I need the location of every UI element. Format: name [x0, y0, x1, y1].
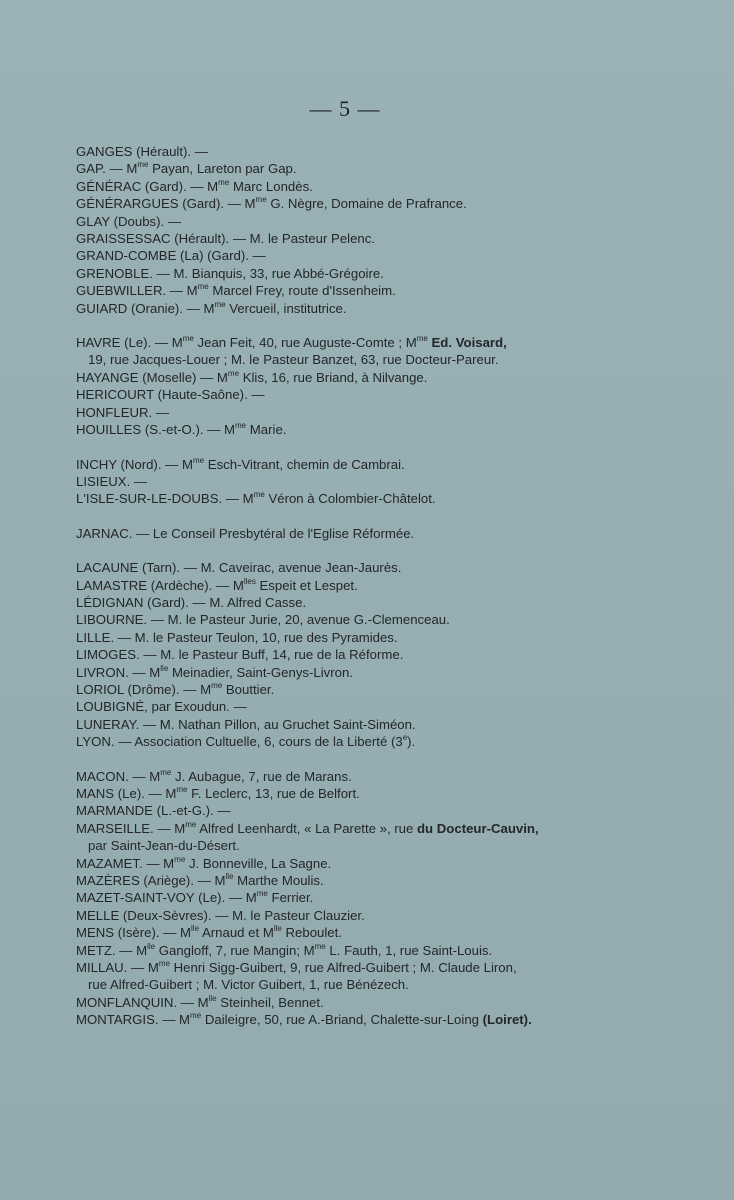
list-item: MAZÈRES (Ariège). — $M^{lle}$ Marthe Moulis. [76, 872, 324, 889]
list-item: HAYANGE (Moselle) — $M^{me}$ Klis, 16, rue Briand, à Nilvange. [76, 368, 428, 385]
letter-group [76, 143, 636, 317]
list-item: LIMOGES. — M. le Pasteur Buff, 14, rue de la Réforme. [76, 647, 404, 663]
list-item: L'ISLE-SUR-LE-DOUBS. — $M^{me}$ Véron à Colombier-Châtelot. [76, 490, 436, 507]
list-item: LILLE. — M. le Pasteur Teulon, 10, rue des Pyramides. [76, 629, 398, 645]
list-item: HERICOURT (Haute-Saône). — [76, 387, 265, 403]
list-item: MELLE (Deux-Sèvres). — M. le Pasteur Clauzier. [76, 907, 365, 923]
list-item: HAVRE (Le). — $M^{me}$ Jean Feit, 40, rue Auguste-Comte ; $M^{me}$ Ed. Voisard, 19, rue Jacques-Louer ; M. le Pasteur Banzet, 63, rue Docteur-Pareur. [76, 334, 507, 368]
list-item: MARSEILLE. — $M^{me}$ Alfred Leenhardt, « La Parette », rue du Docteur-Cauvin, par Saint-Jean-du-Désert. [76, 819, 539, 854]
list-item: GUEBWILLER. — $M^{me}$ Marcel Frey, route d'Issenheim. [76, 282, 396, 299]
list-item: MONFLANQUIN. — $M^{lle}$ Steinheil, Bennet. [76, 993, 324, 1010]
list-item: GRAND-COMBE (La) (Gard). — [76, 248, 266, 264]
list-item: HONFLEUR. — [76, 404, 170, 420]
list-item: MAZAMET. — $M^{me}$ J. Bonneville, La Sagne. [76, 854, 332, 871]
list-item: LORIOL (Drôme). — $M^{me}$ Bouttier. [76, 680, 275, 697]
list-item: MILLAU. — $M^{me}$ Henri Sigg-Guibert, 9, rue Alfred-Guibert ; M. Claude Liron, rue Alfred-Guibert ; M. Victor Guibert, 1, rue Bénézech. [76, 959, 517, 993]
list-item: GAP. — $M^{me}$ Payan, Lareton par Gap. [76, 160, 297, 177]
list-item: MANS (Le). — $M^{me}$ F. Leclerc, 13, rue de Belfort. [76, 785, 360, 801]
list-item: GÉNÉRARGUES (Gard). — $M^{me}$ G. Nègre, Domaine de Prafrance. [76, 195, 467, 212]
list-item: MARMANDE (L.-et-G.). — [76, 803, 231, 819]
list-item: LISIEUX. — [76, 473, 148, 489]
list-item: MONTARGIS. — $M^{me}$ Daileigre, 50, rue A.-Briand, Chalette-sur-Loing (Loiret). [76, 1011, 532, 1028]
list-item: LACAUNE (Tarn). — M. Caveirac, avenue Jean-Jaurès. [76, 560, 402, 576]
list-item: LÉDIGNAN (Gard). — M. Alfred Casse. [76, 594, 307, 610]
list-item: GÉNÉRAC (Gard). — $M^{me}$ Marc Londès. [76, 177, 313, 194]
letter-group [76, 768, 636, 1029]
list-item: GRAISSESSAC (Hérault). — M. le Pasteur Pelenc. [76, 231, 376, 247]
list-item: GANGES (Hérault). — [76, 144, 208, 159]
list-item: LIBOURNE. — M. le Pasteur Jurie, 20, avenue G.-Clemenceau. [76, 612, 450, 628]
list-item: GLAY (Doubs). — [76, 213, 182, 229]
list-item: LUNERAY. — M. Nathan Pillon, au Gruchet Saint-Siméon. [76, 716, 416, 732]
letter-group [76, 559, 636, 750]
list-item: JARNAC. — Le Conseil Presbytéral de l'Eglise Réformée. [76, 525, 415, 541]
list-item: MACON. — $M^{me}$ J. Aubague, 7, rue de Marans. [76, 767, 352, 784]
list-item: METZ. — $M^{lle}$ Gangloff, 7, rue Mangin; $M^{me}$ L. Fauth, 1, rue Saint-Louis. [76, 941, 493, 958]
list-item: INCHY (Nord). — $M^{me}$ Esch-Vitrant, chemin de Cambrai. [76, 455, 405, 472]
list-item: MENS (Isère). — $M^{lle}$ Arnaud et $M^{lle}$ Reboulet. [76, 924, 342, 941]
page-number: — 5 — [309, 96, 381, 121]
letter-group [76, 456, 636, 508]
list-item: HOUILLES (S.-et-O.). — $M^{me}$ Marie. [76, 421, 287, 438]
list-item: GUIARD (Oranie). — $M^{me}$ Vercueil, institutrice. [76, 299, 347, 316]
list-item: MAZET-SAINT-VOY (Le). — $M^{me}$ Ferrier. [76, 889, 314, 906]
list-item: LAMASTRE (Ardèche). — $M^{lles}$ Espeit et Lespet. [76, 576, 358, 593]
letter-group [76, 525, 636, 542]
address-list [76, 143, 636, 1046]
list-item: LYON. — Association Cultuelle, 6, cours de la Liberté (3e). [76, 733, 416, 750]
list-item: GRENOBLE. — M. Bianquis, 33, rue Abbé-Grégoire. [76, 265, 384, 281]
list-item: LOUBIGNÉ, par Exoudun. — [76, 699, 247, 715]
letter-group [76, 334, 636, 438]
list-item: LIVRON. — $M^{lle}$ Meinadier, Saint-Genys-Livron. [76, 663, 353, 680]
